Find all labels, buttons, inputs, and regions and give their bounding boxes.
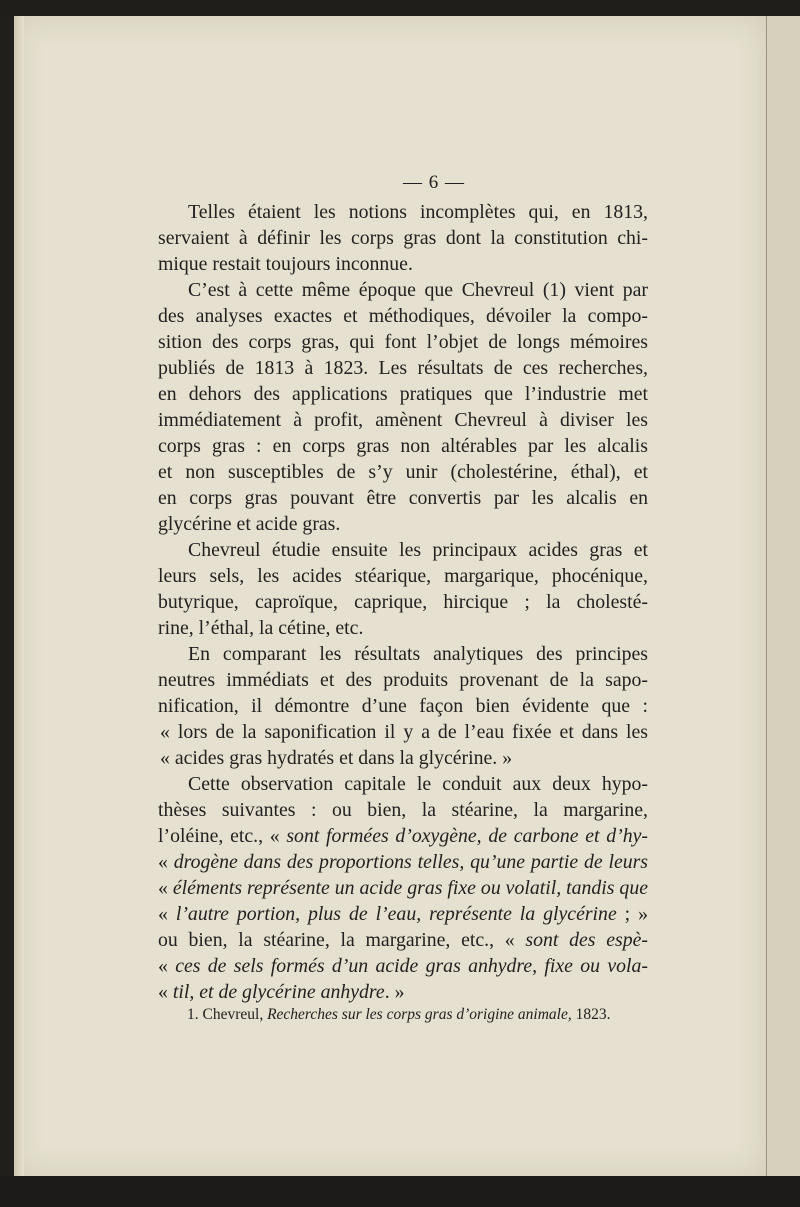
mixed-line	[158, 849, 648, 875]
text-line: nification, il démontre d’une façon bien évidente que :	[158, 695, 648, 717]
mixed-line	[158, 979, 648, 1005]
text-line: glycérine et acide gras.	[158, 513, 341, 535]
text-line: En comparant les résultats analytiques des principes	[188, 643, 648, 665]
text-line: butyrique, caproïque, caprique, hircique ; la cholesté-	[158, 591, 648, 613]
text-line: thèses suivantes : ou bien, la stéarine, la margarine,	[158, 799, 648, 821]
text-line: et non susceptibles de s’y unir (cholestérine, éthal), et	[158, 461, 648, 483]
mixed-line	[158, 953, 648, 979]
italic-quote: sont formées d’oxygène, de carbone et d’hy-	[286, 825, 648, 847]
plain-text: «	[158, 851, 174, 873]
footnote-year: 1823.	[575, 1006, 611, 1023]
mixed-line	[158, 823, 648, 849]
plain-text: . »	[384, 981, 405, 1003]
text-line: Telles étaient les notions incomplètes qui, en 1813,	[188, 201, 648, 223]
mixed-line	[158, 901, 648, 927]
text-line: immédiatement à profit, amènent Chevreul à diviser les	[158, 409, 648, 431]
text-line: leurs sels, les acides stéarique, margarique, phocénique,	[158, 565, 648, 587]
body-text	[158, 199, 648, 1005]
plain-text: ou bien, la stéarine, la margarine, etc., «	[158, 929, 526, 951]
text-line: Chevreul étudie ensuite les principaux acides gras et	[188, 539, 648, 561]
italic-quote: til, et de glycérine anhydre	[172, 981, 385, 1003]
footnote-title: Recherches sur les corps gras d’origine animale,	[267, 1006, 572, 1023]
italic-quote: éléments représente un acide gras fixe ou volatil, tandis que	[172, 877, 648, 899]
italic-quote: l’autre portion, plus de l’eau, représente la glycérine	[175, 903, 617, 925]
page-number: — 6 —	[403, 172, 465, 193]
plain-text: «	[158, 981, 173, 1003]
footnote-author: Chevreul,	[202, 1006, 264, 1023]
text-line: publiés de 1813 à 1823. Les résultats de ces recherches,	[158, 357, 648, 379]
scan-top-border	[0, 0, 800, 16]
italic-quote: ces de sels formés d’un acide gras anhydre, fixe ou vola-	[175, 955, 648, 977]
plain-text: «	[158, 955, 176, 977]
text-line: servaient à définir les corps gras dont la constitution chi-	[158, 227, 648, 249]
mixed-line	[158, 875, 648, 901]
text-line: corps gras : en corps gras non altérables par les alcalis	[158, 435, 648, 457]
text-line: Cette observation capitale le conduit aux deux hypo-	[188, 773, 648, 795]
plain-text: «	[158, 903, 176, 925]
plain-text: l’oléine, etc., «	[158, 825, 287, 847]
quote-line: « lors de la saponification il y a de l’eau fixée et dans les	[160, 721, 648, 743]
scan-bottom-border	[0, 1176, 800, 1207]
plain-text: ; »	[616, 903, 649, 925]
plain-text: «	[158, 877, 173, 899]
text-line: rine, l’éthal, la cétine, etc.	[158, 617, 364, 639]
quote-line: « acides gras hydratés et dans la glycérine. »	[160, 747, 513, 769]
text-line: sition des corps gras, qui font l’objet de longs mémoires	[158, 331, 648, 353]
mixed-line	[158, 927, 648, 953]
text-line: des analyses exactes et méthodiques, dévoiler la compo-	[158, 305, 648, 327]
text-line: en corps gras pouvant être convertis par les alcalis en	[158, 487, 648, 509]
text-line: C’est à cette même époque que Chevreul (1) vient par	[188, 279, 648, 301]
text-line: mique restait toujours inconnue.	[158, 253, 413, 275]
footnote	[187, 1006, 627, 1024]
text-line: en dehors des applications pratiques que l’industrie met	[158, 383, 648, 405]
text-line: neutres immédiats et des produits provenant de la sapo-	[158, 669, 648, 691]
italic-quote: sont des espè-	[525, 929, 648, 951]
footnote-number: 1.	[187, 1006, 199, 1023]
italic-quote: drogène dans des proportions telles, qu’une partie de leurs	[173, 851, 649, 873]
